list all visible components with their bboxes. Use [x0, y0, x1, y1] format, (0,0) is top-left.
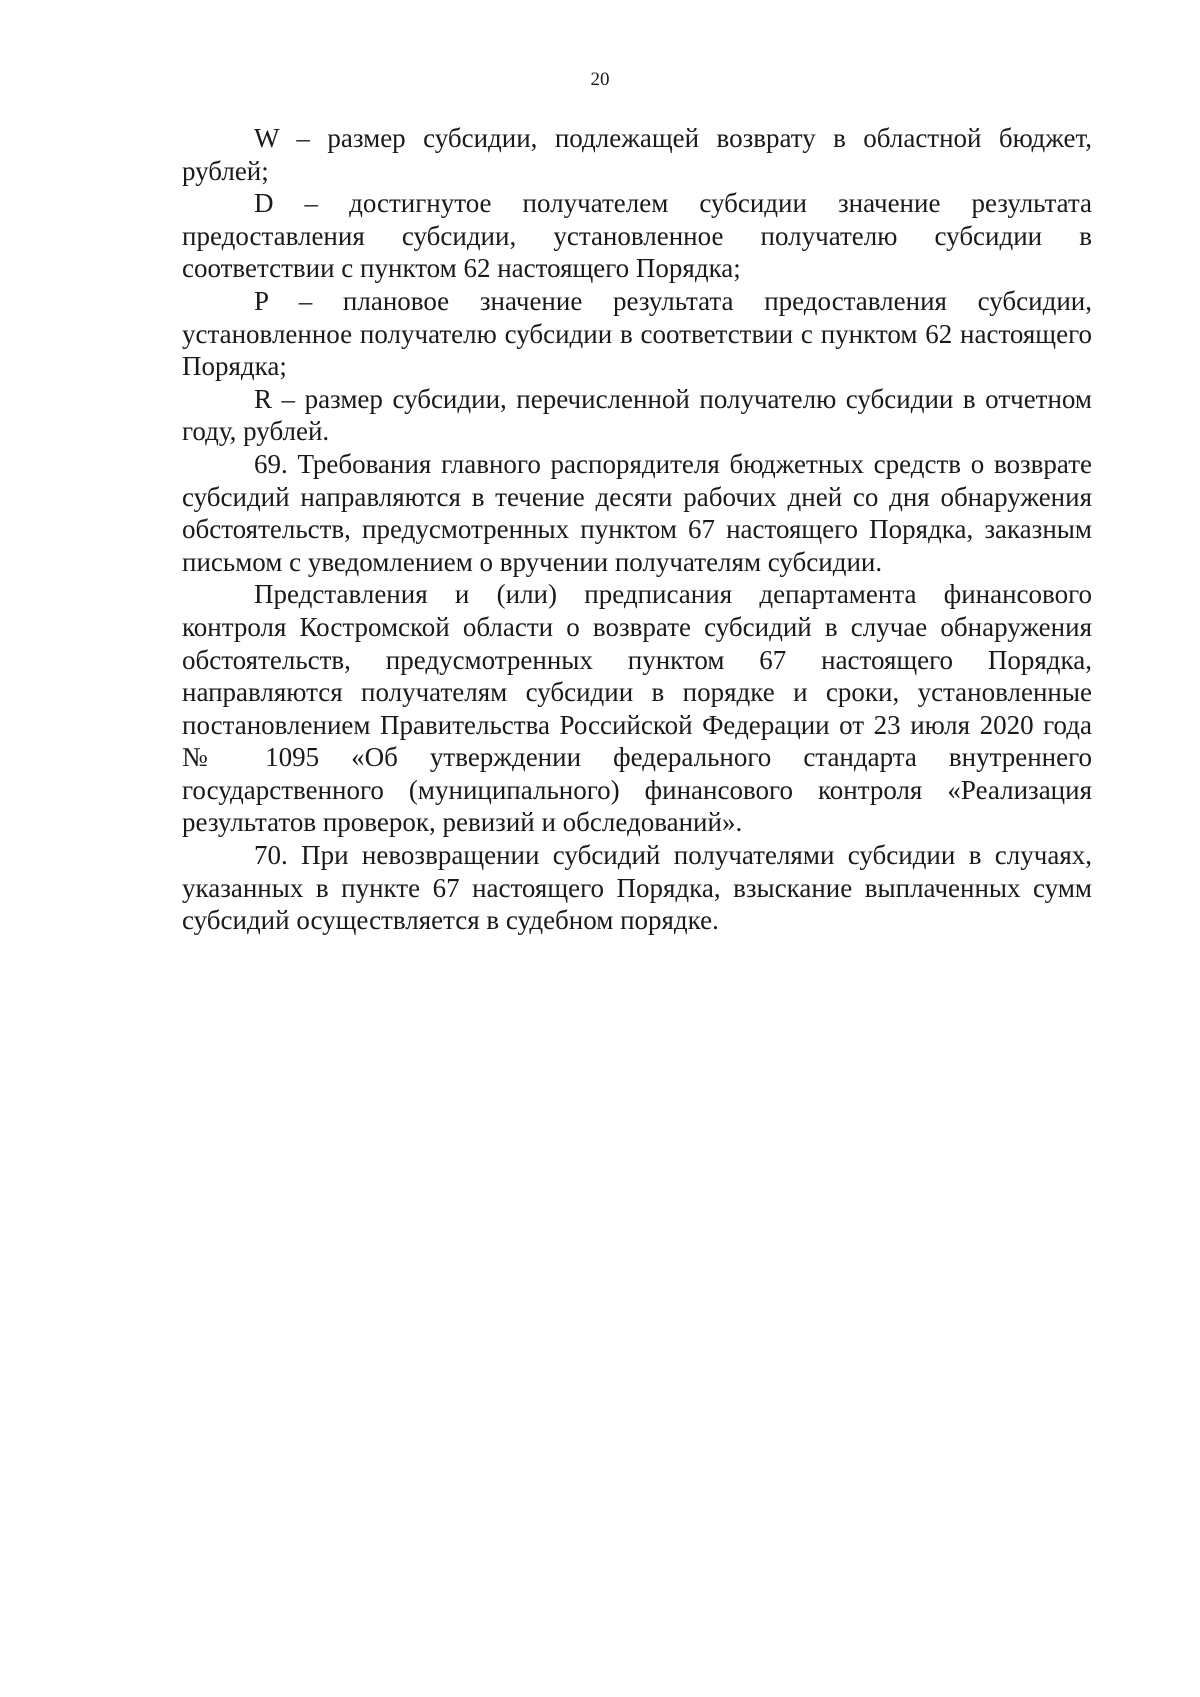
definition-d: D – достигнутое получателем субсидии значение результата предоставления субсидии, установленное получателю субсидии в соответствии с пунктом 62 настоящего Порядка;: [182, 188, 1092, 284]
clause-69-continuation: Представления и (или) предписания департамента финансового контроля Костромской области о возврате субсидий в случае обнаружения обстоятельств, предусмотренных пунктом 67 настоящего Порядка, направляются получателям субсидии в порядке и сроки, установленные постановлением Правительства Российской Федерации от 23 июля 2020 года № 1095 «Об утверждении федерального стандарта внутреннего государственного (муниципального) финансового контроля «Реализация результатов проверок, ревизий и обследований».: [182, 579, 1092, 838]
definition-w: W – размер субсидии, подлежащей возврату в областной бюджет, рублей;: [182, 123, 1092, 186]
page-number: 20: [590, 69, 610, 90]
definition-r: R – размер субсидии, перечисленной получателю субсидии в отчетном году, рублей.: [182, 383, 1092, 447]
clause-69: 69. Требования главного распорядителя бюджетных средств о возврате субсидий направляются в течение десяти рабочих дней со дня обнаружения обстоятельств, предусмотренных пунктом 67 настоящего Порядка, заказным письмом с уведомлением о вручении получателям субсидии.: [182, 448, 1092, 577]
document-body: [182, 122, 1092, 937]
clause-70: 70. При невозвращении субсидий получателями субсидии в случаях, указанных в пункте 67 настоящего Порядка, взыскание выплаченных сумм субсидий осуществляется в судебном порядке.: [182, 840, 1092, 936]
definition-p: P – плановое значение результата предоставления субсидии, установленное получателю субсидии в соответствии с пунктом 62 настоящего Порядка;: [182, 285, 1092, 382]
